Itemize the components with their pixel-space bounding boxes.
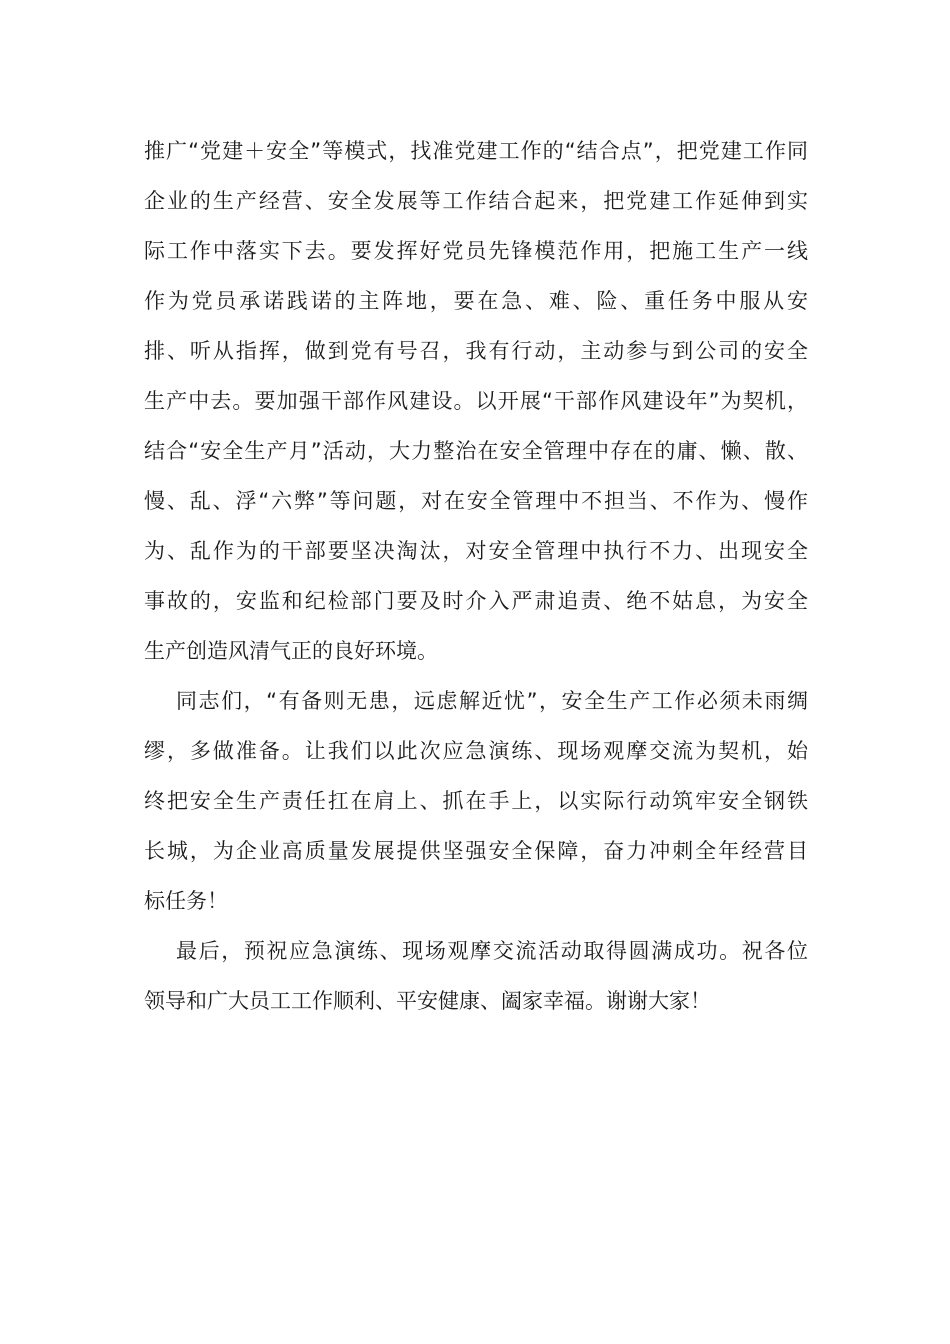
text-line: 生产中去。要加强干部作风建设。以开展“干部作风建设年”为契机， — [144, 389, 808, 413]
text-line: 生产创造风清气正的良好环境。 — [144, 639, 438, 663]
text-line: 排、听从指挥，做到党有号召，我有行动，主动参与到公司的安全 — [144, 339, 808, 363]
text-line: 企业的生产经营、安全发展等工作结合起来，把党建工作延伸到实 — [144, 189, 808, 213]
text-line: 终把安全生产责任扛在肩上、抓在手上，以实际行动筑牢安全钢铁 — [144, 789, 808, 813]
text-line: 标任务！ — [144, 889, 228, 913]
text-line: 作为党员承诺践诺的主阵地，要在急、难、险、重任务中服从安 — [144, 289, 808, 313]
text-line: 际工作中落实下去。要发挥好党员先锋模范作用，把施工生产一线 — [144, 239, 808, 263]
paragraph-3 — [144, 926, 808, 1026]
document-body — [144, 126, 808, 1026]
text-line: 缪，多做准备。让我们以此次应急演练、现场观摩交流为契机，始 — [144, 739, 808, 763]
paragraph-2 — [144, 676, 808, 926]
text-line: 长城，为企业高质量发展提供坚强安全保障，奋力冲刺全年经营目 — [144, 839, 808, 863]
text-line: 为、乱作为的干部要坚决淘汰，对安全管理中执行不力、出现安全 — [144, 539, 808, 563]
text-line: 推广“党建＋安全”等模式，找准党建工作的“结合点”，把党建工作同 — [144, 139, 808, 163]
text-line: 最后，预祝应急演练、现场观摩交流活动取得圆满成功。祝各位 — [176, 939, 808, 963]
text-line: 慢、乱、浮“六弊”等问题，对在安全管理中不担当、不作为、慢作 — [144, 489, 808, 513]
text-line: 领导和广大员工工作顺利、平安健康、阖家幸福。谢谢大家！ — [144, 989, 711, 1013]
paragraph-1 — [144, 126, 808, 676]
text-line: 结合“安全生产月”活动，大力整治在安全管理中存在的庸、懒、散、 — [144, 439, 808, 463]
text-line: 同志们，“有备则无患，远虑解近忧”，安全生产工作必须未雨绸 — [176, 689, 808, 713]
text-line: 事故的，安监和纪检部门要及时介入严肃追责、绝不姑息，为安全 — [144, 589, 808, 613]
